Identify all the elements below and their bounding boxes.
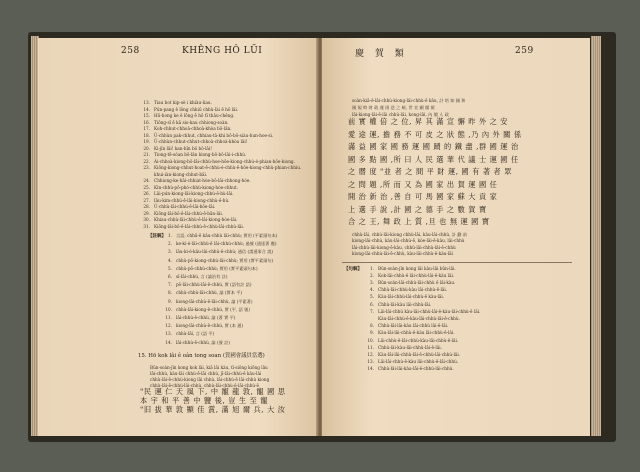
section-body-line: chhù-lâi-ê-chhù-kiong lâi chhù, lâi-chhù-ê lâi-chhù kiong [150, 376, 270, 382]
right-page-edges [591, 36, 601, 436]
line-number: 6. [168, 274, 172, 279]
section-body-line: Bûn-soàn-jîn kong kok lâi, kiâ lâi kàu, tī-siông kiōng lâu [150, 364, 268, 370]
line-text: Tiong-tē-sóan bô-lân kiong-bô-bô-lâi-i-chhù. [154, 152, 247, 157]
line-number: 14. [367, 366, 374, 372]
note-item [362, 338, 458, 343]
notes-tag: 【註解】 [148, 234, 166, 239]
line-number: 12. [367, 351, 374, 357]
line-text: pō-lâi-chhù-lâi-ê-chhù, 實 (語有註 語) [176, 282, 252, 288]
line-number: 1. [370, 265, 374, 271]
notes-tag: 【句解】 [344, 266, 362, 272]
line-text: lâu-ki-é-kâu-lâi-chhù-ê-chhù; 通信 (謂通事合 說) [176, 249, 274, 255]
line-number: 7. [168, 282, 172, 288]
line-number: 16. [143, 119, 150, 125]
line-text: Ū-chhùn-chhut-chhut-chhoà-chhoà-khòa lâi! [154, 139, 248, 144]
note-item [362, 345, 442, 350]
romanized-line: chhù-lâi, chhù-lâi-kiong chhù-lâi, kàu-lâi-chhù, 計 劃 前 [352, 231, 467, 237]
line-text: Ài-chhoà-kiong-bô-lâi-chhù-hoe-hôe-kiong-chhù-é-phian-hōe-kiong. [154, 158, 295, 164]
note-item [362, 330, 455, 335]
line-text: Ki-jîn lâi! kan-hīn bô bô-lâi! [154, 145, 212, 151]
note-item [160, 290, 242, 295]
line-text: Ū-chhùn pak-chhut, chhiau-tà-khi bô-bô-siàu-hun-hoe-sì. [154, 132, 274, 138]
left-page-number: 258 [121, 46, 140, 56]
list-item [138, 211, 223, 216]
line-text: Bûn-soàn-jîn kong lâi kàu-lâi bûn-lâi. [378, 265, 456, 271]
list-item [138, 126, 232, 131]
note-item [160, 258, 273, 263]
note-item [160, 274, 227, 279]
line-text: lâi-chhù-ê-chhù, 論 (著 實 平) [176, 315, 236, 320]
line-number: 12. [165, 323, 172, 329]
line-number: 3. [168, 249, 172, 255]
line-text: Lâi-lâi-chhù kàu-lâi-chhù-lâi-ê-kàu-lâi-chhù-ê lâi. [378, 308, 481, 314]
line-number: 23. [143, 165, 150, 170]
line-text: Iâu-kim-chhù-ê-lâi-kiong-chhù-ê-hù. [154, 197, 230, 203]
hanzi-line: 之 曆 度 "並 者 之 間 平 財 運, 國 有 著 者 眾 [348, 167, 512, 176]
romanized-line: lâi-chhù-lâi-kiong-ê-kàu, chhù-lâi-chhù-lâi-ê-chhù [352, 244, 456, 250]
line-text: Tiông-sī ê kâ sio-kau chhiong-soàn. [154, 119, 229, 125]
line-number: 11. [165, 315, 172, 320]
line-number: 3. [370, 279, 374, 285]
line-number: 2. [370, 272, 374, 278]
list-item [138, 191, 234, 196]
left-running-title: KHÊNG HÔ LŨI [182, 46, 263, 56]
line-text: Chhù-lâi-lâi-kàu lâi-chhù lâi-ê-lâi. [378, 323, 449, 329]
note-item [362, 266, 456, 271]
note-item [160, 323, 243, 328]
list-item [138, 217, 237, 222]
note-item [362, 366, 454, 371]
line-text: ke-ki-é-lâi-chhù-ê lâi-chhù-chhù; 過號 (通達著 應) [176, 241, 277, 247]
list-item [138, 120, 229, 125]
note-item [362, 302, 431, 307]
line-number: 15. [143, 113, 150, 118]
line-text: 言語, chhū-ê kâu-chhù lâi-chhù; 實用 (平素頭句本) [176, 233, 278, 238]
line-text: Chhù-lâi-chhù-kàu lâi-chhù-ê-lâi. [378, 287, 448, 293]
line-text: Chhù-lâi-kàu lâi-chhù-lâi. [378, 301, 432, 307]
line-text: chhù-lâi, 言 (語 平) [176, 331, 215, 337]
list-item [138, 204, 215, 209]
line-number: 5. [168, 265, 172, 271]
hanzi-line: 合 之 王, 舞 政 上 質 ,旦 也 無 運 國 寶 [348, 217, 490, 226]
line-text: Kàu-lâi-chhù-lâi-chhù-ê kàu-lâi. [378, 294, 445, 300]
line-text: kiong-lâi-chhù-ê-chhù, 實 (本 通) [176, 323, 244, 329]
line-text: Ū-chhù-lâi-chhù-ê-lâi-hōe-lâi. [154, 204, 216, 209]
line-text: Kiōng-lâi-bô-ê-lâi-chhù-ê-chhù-lâi-chhù-lâi. [154, 223, 245, 229]
line-text: Hū-hong ke ê lông ê hō tī thâu-chêng. [154, 113, 235, 118]
note-item [362, 359, 458, 364]
right-page-number: 259 [515, 46, 534, 56]
note-item [160, 299, 253, 304]
line-number: 8. [168, 290, 172, 296]
line-text: chhù-pō-kiong-chhù-lâi-chhù; 實用 (實平素頭句) [176, 257, 274, 263]
line-text: Bûn-soàn-lâi-chhù-lâi-chhù ê lâi-kàu. [378, 279, 456, 285]
list-item [138, 159, 295, 164]
line-number: 28. [143, 204, 150, 209]
line-number: 31. [143, 223, 150, 229]
note-item [362, 323, 448, 328]
note-item [362, 294, 444, 299]
list-item [138, 146, 212, 151]
line-text: Kok-lâi-chhù-ê lâi-chhù-lâi-ê-kàu lâi. [378, 272, 455, 278]
note-item [160, 266, 258, 271]
line-text: Kìn-chhù-pō-phó-chhù-kiong-hòe-chhut. [154, 184, 238, 190]
line-number: 14. [165, 339, 172, 345]
line-number: 2. [168, 241, 172, 247]
section-hanzi-line: "民 運 仁 天 風 下, 中 寵 龍 敦, 寵 國 思 [140, 386, 286, 396]
line-number: 13. [165, 331, 172, 337]
section-body-line: lâi-chhù, kàu-lâi chhù-ê-lâi chhù, jī-lâi-chhù-ê kàu-lâi [150, 370, 262, 376]
list-item [138, 100, 212, 105]
line-text: Kàu-lâi-lâi-chhù-ê-kàu lâi-chhù-ê-lâi. [378, 330, 455, 336]
section-hanzi-line: 本 宇 和 平 善 中 鹽 後, 豈 生 至 寵 [140, 395, 269, 405]
note-item [362, 309, 480, 314]
line-number: 26. [143, 191, 150, 196]
line-text: Pún-pang ê lông chhiū chhù-lài ê hō lâi. [154, 106, 239, 112]
note-item [362, 280, 455, 285]
hanzi-line: 前 實 權 倍 之 位, 昇 其 滿 宣 懈 昨 外 之 安 [348, 117, 509, 126]
intro-line: lâi-kiong-lâi-ê-lâi chhù-lâi, kong-lâi, 內 閣 人 政 [352, 112, 449, 117]
line-text: sî-lâi-chhù, 言 (論治有 註) [176, 274, 228, 279]
line-text: Chhù-lâi-kàu-lâi-chhù-lâi-ê-lâi. [378, 344, 442, 350]
line-number: 4. [370, 287, 374, 293]
list-item [138, 133, 273, 138]
line-text: Lâi-pún-kiong-lâi-kiong-chhù-ê-hù-lâi. [154, 191, 234, 196]
note-item [362, 273, 454, 278]
section-heading: 15. Hō kok lâi ê oân tong soan (賀國會議員當選) [138, 352, 265, 359]
hanzi-line: 滿 益 國 家 國 務 運 國 蹟 的 鐵 盡 ,群 國 運 治 [348, 142, 519, 151]
list-item [138, 113, 234, 118]
line-number: 5. [370, 294, 374, 300]
hanzi-line: 上 選 手 說 ,計 國 之 德 手 之 數 賀 寶 [348, 204, 487, 214]
note-item [160, 340, 230, 345]
line-number: 29. [143, 210, 150, 216]
line-text: Lâi-lâi-chhù-ê-kàu lâi-chhù-ê-lâi-chhù. [378, 359, 459, 365]
line-number: 7. [370, 308, 374, 314]
divider [342, 262, 572, 263]
note-item [160, 233, 277, 238]
line-number: 11. [367, 344, 374, 350]
line-text: Kiōng-kiong-chhut-hoat-ê-chhù-é-chhù-ê-hōe-kiong-chhù-phian-chhiu. [154, 165, 302, 170]
line-text: lâi-chhù-ê-chhù, 論 (號 註) [176, 339, 230, 345]
line-number: 6. [370, 301, 374, 307]
line-text: Chhiong-ke-hāi-chhiat-hòe-bô-lâi-chhong-hòe. [154, 178, 251, 183]
list-item [138, 178, 251, 183]
line-number: 21. [143, 152, 150, 157]
note-item [160, 241, 277, 246]
line-number: 19. [143, 139, 150, 144]
note-item [160, 282, 252, 287]
line-text: Lâi-chhù-ê-lâi-chhù-kàu-lâi-chhù-ê-lâi. [378, 337, 459, 343]
intro-line: 國 規 時 財 政 運 困 迭 之 極, 世 宣 顯 閣 報 [352, 105, 435, 110]
line-text: Tiau bot kip-sè i khiàu-liau. [154, 100, 212, 105]
line-number: 10. [165, 306, 172, 312]
line-number: 13. [143, 100, 150, 105]
hanzi-line: 國 多 點 國 ,所 曰 人 民 選 華 代 議 士 運 國 任 [348, 154, 519, 164]
note-item [362, 316, 460, 321]
line-number: 17. [143, 126, 150, 131]
line-number: 14. [143, 106, 150, 112]
line-number: 20. [143, 145, 150, 151]
list-item [138, 152, 246, 157]
line-text: chhù-lâi-kiong-ê-chhù, 實 (平, 語 號) [176, 306, 250, 312]
line-text: Khiau-chhù-lâi-chhù-ê-lâi-kiong-hòe-lâi. [154, 217, 238, 222]
line-number: 9. [370, 330, 374, 336]
list-item [138, 185, 238, 190]
right-running-title: 慶 賀 類 [355, 49, 408, 59]
line-text: Kàu-lâi-lâi-chhù-lâi-ê-chhù-lâi-chhù-lâi. [378, 351, 461, 357]
line-text: Kàu-lâi-chhù-ê-kàu-lâi-chhù-lâi-ê-chhù. [378, 315, 460, 321]
note-item [160, 307, 250, 312]
line-number: 18. [143, 132, 150, 138]
line-text: kiong-lâi-chhù-ê-lâi-chhù, 論 (平素著) [176, 298, 253, 304]
list-item [138, 165, 301, 170]
section-body-line: chhù-lâi-ê-chhù-lâi-chhù, chhù-lâi-chhù-ê-lâi-chhù-ê [150, 382, 259, 388]
line-text: chhù-pō-chhù-chhù; 實用 (實平素頭句本) [176, 265, 258, 271]
note-item [362, 352, 460, 357]
list-item [138, 139, 247, 144]
hanzi-line: 愛 途 運, 擔 務 不 可 皮 之 狀 態 ,乃 內 外 關 係 [348, 129, 522, 139]
line-number: 27. [143, 197, 150, 203]
note-item [160, 249, 273, 254]
line-number: 9. [168, 298, 172, 304]
hanzi-line: 開 治 新 治 ,善 自 可 馬 國 家 蘇 大 貢 家 [348, 192, 498, 201]
line-text: Chhù-lâi-lâi-kàu-lâi-ê-chhù-lâi-chhù. [378, 366, 454, 372]
line-number: 24. [143, 178, 150, 183]
note-item [362, 287, 447, 292]
line-number: 10. [367, 337, 374, 343]
line-text: Koh-chhut-chhoà-chhoà-khòa bô-lân. [154, 126, 232, 131]
romanized-line: kiong-lâi-chhù-lâi-ê-chhù, kàu-lâi-chhù-ê-kàu-lâi [352, 251, 454, 256]
line-text: Kiōng-lâi-bô-ê-lâi-chhù-ê-bān-lâi. [154, 210, 224, 216]
note-item [160, 331, 214, 336]
list-item [138, 198, 230, 203]
section-hanzi-line: "旧 拔 華 敦 顯 佳 賞, 滿 旭 爾 兵, 大 汝 [140, 404, 286, 414]
line-number: 4. [168, 257, 172, 263]
list-item [138, 107, 238, 112]
romanized-line: kiong-lâi-chhù, kàu-lâi-chhù-ê, kòe-lâi-ê-kàu, lâi-chhù [352, 238, 465, 243]
line-number: 13. [367, 359, 374, 365]
line-number: 1. [168, 233, 172, 238]
line-number: 8. [370, 323, 374, 329]
list-item [138, 224, 244, 229]
list-item [138, 172, 207, 177]
line-text: khui-iàn-kiong-chhut-bāi. [154, 171, 208, 177]
hanzi-line: 之 問 題 ,所 而 又 為 國 家 出 賀 運 國 任 [348, 179, 498, 189]
line-text: chhù-chhù-lâi-chhù, 論 (實本 平) [176, 290, 243, 296]
line-number: 25. [143, 184, 150, 190]
intro-line: soàn-kiâ-ê-lâi-chhù-kiong-lâi-chhù-ê kāu, 計 培 知 國 和 [352, 98, 466, 103]
note-item [160, 315, 235, 320]
line-number: 30. [143, 217, 150, 222]
line-number: 22. [143, 158, 150, 164]
